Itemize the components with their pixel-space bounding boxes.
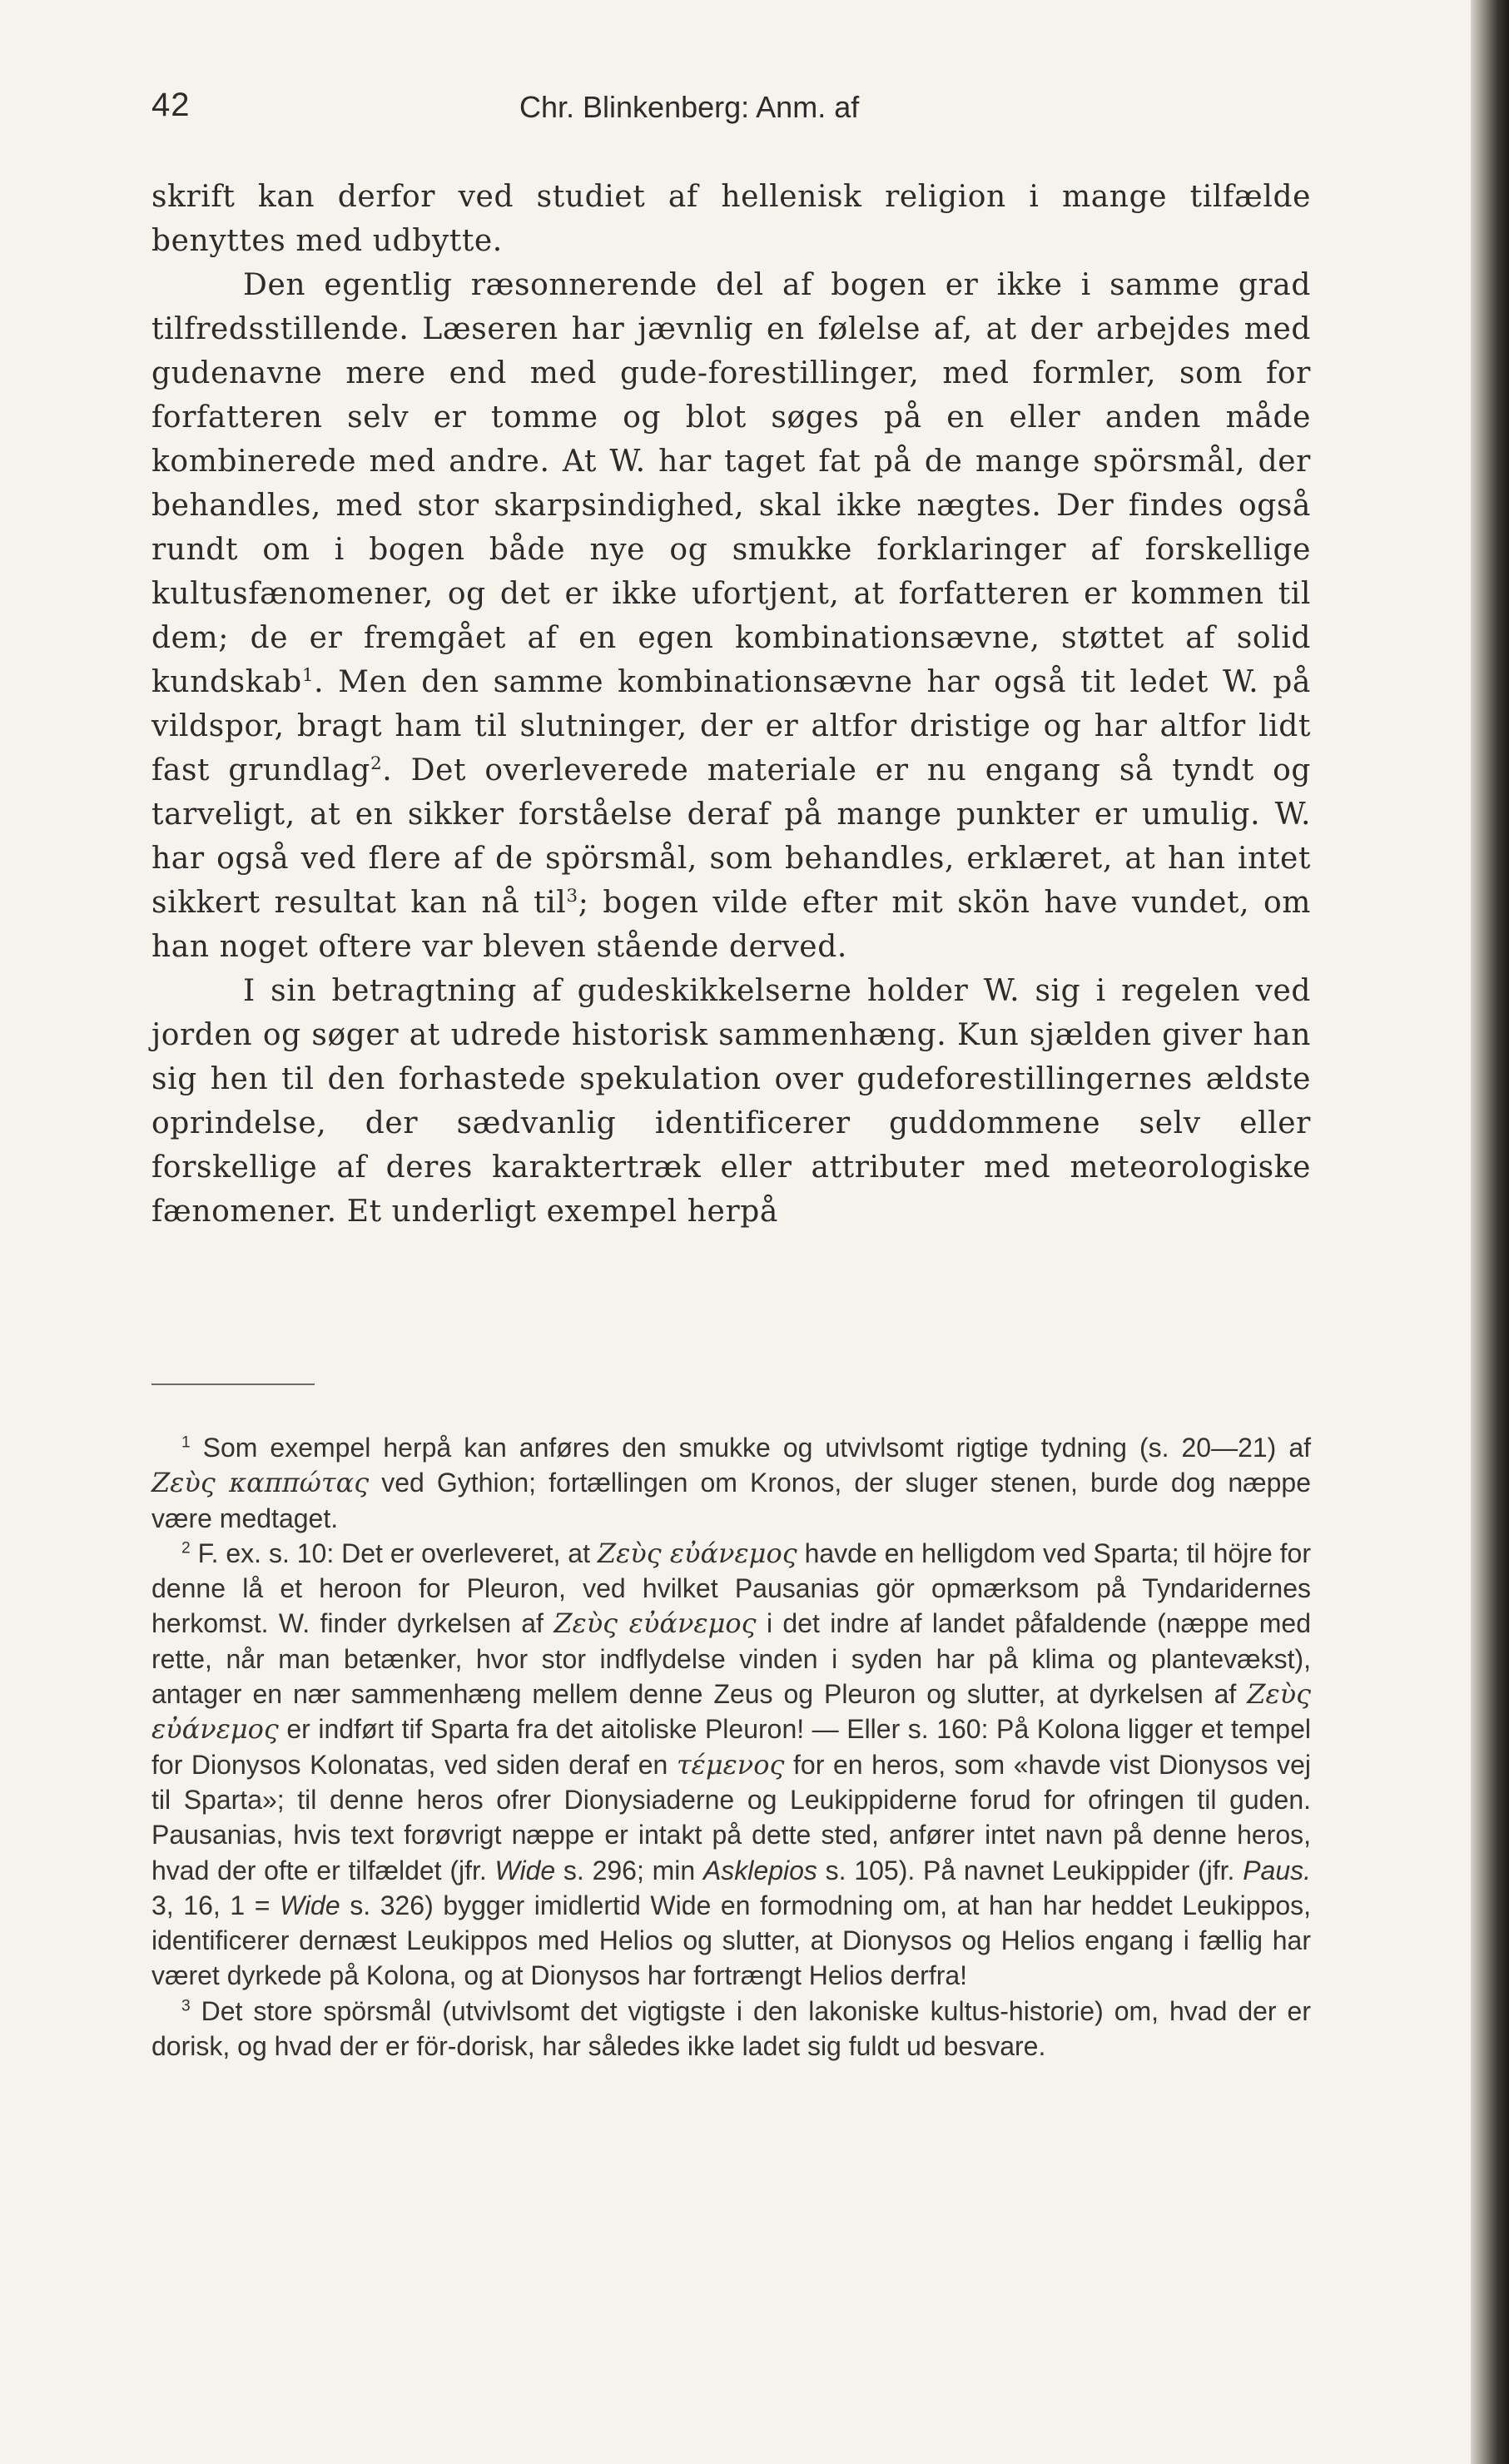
footnote-2-greek-3: Ζεὺς εὐάνεμος: [151, 1678, 1311, 1746]
page-edge-shadow: [1471, 0, 1509, 2464]
footnote-2-text-b: havde en helligdom ved Sparta; til höjre for denne lå et heroon for Pleuron, ved hvilket Pausanias gör opmærksom på Tyndaridernes herkomst. W. finder dyrkelsen af: [151, 1538, 1312, 1639]
footnote-2-paus: Paus.: [1243, 1855, 1312, 1885]
footnote-3-number: 3: [181, 1997, 191, 2015]
footnote-3-text-a: Det store spörsmål (utvivlsomt det vigtigste i den lakoniske kultus-historie) om, hvad der er dorisk, og hvad der er för-dorisk, har således ikke ladet sig fuldt ud besvare.: [151, 1995, 1311, 2062]
footnote-2-text-e: for en heros, som «havde vist Dionysos vej til Sparta»; til denne heros ofrer Dionysiaderne og Leukippiderne forud for ofringen til guden. Pausanias, hvis text forøvrigt næppe er intakt på dette sted, anfører intet navn på denne heros, hvad der ofte er tilfældet (jfr.: [151, 1749, 1312, 1885]
footnote-2-text-f: s. 296; min: [555, 1855, 703, 1885]
footnote-2-text-h: 3, 16, 1 =: [151, 1890, 280, 1920]
footnote-2-wide-2: Wide: [280, 1890, 340, 1920]
running-head: Chr. Blinkenberg: Anm. af: [519, 90, 860, 124]
paragraph-2-part-a: Den egentlig ræsonnerende del af bogen er ikke i samme grad tilfredsstillende. Læseren har jævnlig en følelse af, at der arbejdes med gudenavne mere end med gude-forestillinger, med formler, som for forfatteren selv er tomme og blot søges på en eller anden måde kombinerede med andre. At W. har taget fat på de mange spörsmål, der behandles, med stor skarpsindighed, skal ikke nægtes. Der findes også rundt om i bogen både nye og smukke forklaringer af forskellige kultusfænomener, og det er ikke ufortjent, at forfatteren er kommen til dem; de er fremgået af en egen kombinationsævne, støttet af solid kundskab: [151, 268, 1311, 699]
footnote-2-text-d: er indført tif Sparta fra det aitoliske Pleuron! — Eller s. 160: På Kolona ligger et tempel for Dionysos Kolonatas, ved siden deraf en: [151, 1714, 1311, 1780]
footnote-divider: [151, 1384, 315, 1385]
paragraph-1: skrift kan derfor ved studiet af hellenisk religion i mange tilfælde benyttes med udbytte.: [151, 180, 1311, 258]
footnote-2-greek-2: Ζεὺς εὐάνεμος: [553, 1607, 757, 1640]
footnote-ref-1: 1: [301, 665, 315, 687]
footnote-1-text-b: ved Gythion; fortællingen om Kronos, der sluger stenen, burde dog næppe være medtaget.: [151, 1468, 1312, 1533]
footnote-2: [151, 1536, 1311, 1994]
page-number: 42: [151, 87, 191, 123]
footnote-2-text-a: F. ex. s. 10: Det er overleveret, at: [190, 1538, 598, 1568]
footnotes: [151, 1430, 1311, 2064]
footnote-1: [151, 1430, 1311, 1536]
paragraph-2-part-b: . Men den samme kombinationsævne har også tit ledet W. på vildspor, bragt ham til slutninger, der er altfor dristige og har altfor lidt fast grundlag: [151, 665, 1311, 787]
paragraph-2-part-d: ; bogen vilde efter mit skön have vundet, om han noget oftere var bleven stående derved.: [151, 886, 1311, 964]
footnote-2-number: 2: [181, 1539, 191, 1557]
footnote-3: [151, 1994, 1311, 2064]
footnote-2-greek-1: Ζεὺς εὐάνεμος: [597, 1537, 797, 1569]
footnote-2-asklepios: Asklepios: [702, 1855, 817, 1885]
footnote-ref-3: 3: [566, 886, 578, 907]
footnote-1-greek: Ζεὺς καππώτας: [151, 1467, 370, 1499]
body-text: [151, 175, 1311, 1234]
footnote-1-number: 1: [181, 1433, 191, 1452]
page-header: [151, 87, 1325, 137]
footnote-2-wide-1: Wide: [494, 1855, 556, 1885]
footnote-2-greek-4: τέμενος: [676, 1748, 785, 1781]
footnote-2-text-c: i det indre af landet påfaldende (næppe med rette, når man betænker, hvor stor indflydelse vinden i syden har på klima og plantevækst), antager en nær sammenhæng mellem denne Zeus og Pleuron og slutter, at dyrkelsen af: [151, 1608, 1312, 1710]
paragraph-3: I sin betragtning af gudeskikkelserne holder W. sig i regelen ved jorden og søger at udrede historisk sammenhæng. Kun sjælden giver han sig hen til den forhastede spekulation over gudeforestillingernes ældste oprindelse, der sædvanlig identificerer guddommene selv eller forskellige af deres karaktertræk eller attributer med meteorologiske fænomener. Et underligt exempel herpå: [151, 974, 1311, 1229]
paragraph-2: [151, 263, 1311, 969]
footnote-ref-2: 2: [370, 753, 383, 775]
footnote-1-text-a: Som exempel herpå kan anføres den smukke og utvivlsomt rigtige tydning (s. 20—21) af: [190, 1433, 1311, 1463]
footnote-2-text-g: s. 105). På navnet Leukippider (jfr.: [817, 1855, 1243, 1885]
paragraph-2-part-c: . Det overleverede materiale er nu engang så tyndt og tarveligt, at en sikker forståelse deraf på mange punkter er umulig. W. har også ved flere af de spörsmål, som behandles, erklæret, at han intet sikkert resultat kan nå til: [151, 753, 1311, 920]
footnote-2-text-i: s. 326) bygger imidlertid Wide en formodning om, at han har heddet Leukippos, identificerer dernæst Leukippos med Helios og slutter, at Dionysos og Helios engang i fællig har været dyrkede på Kolona, og at Dionysos har fortrængt Helios derfra!: [151, 1890, 1312, 1991]
